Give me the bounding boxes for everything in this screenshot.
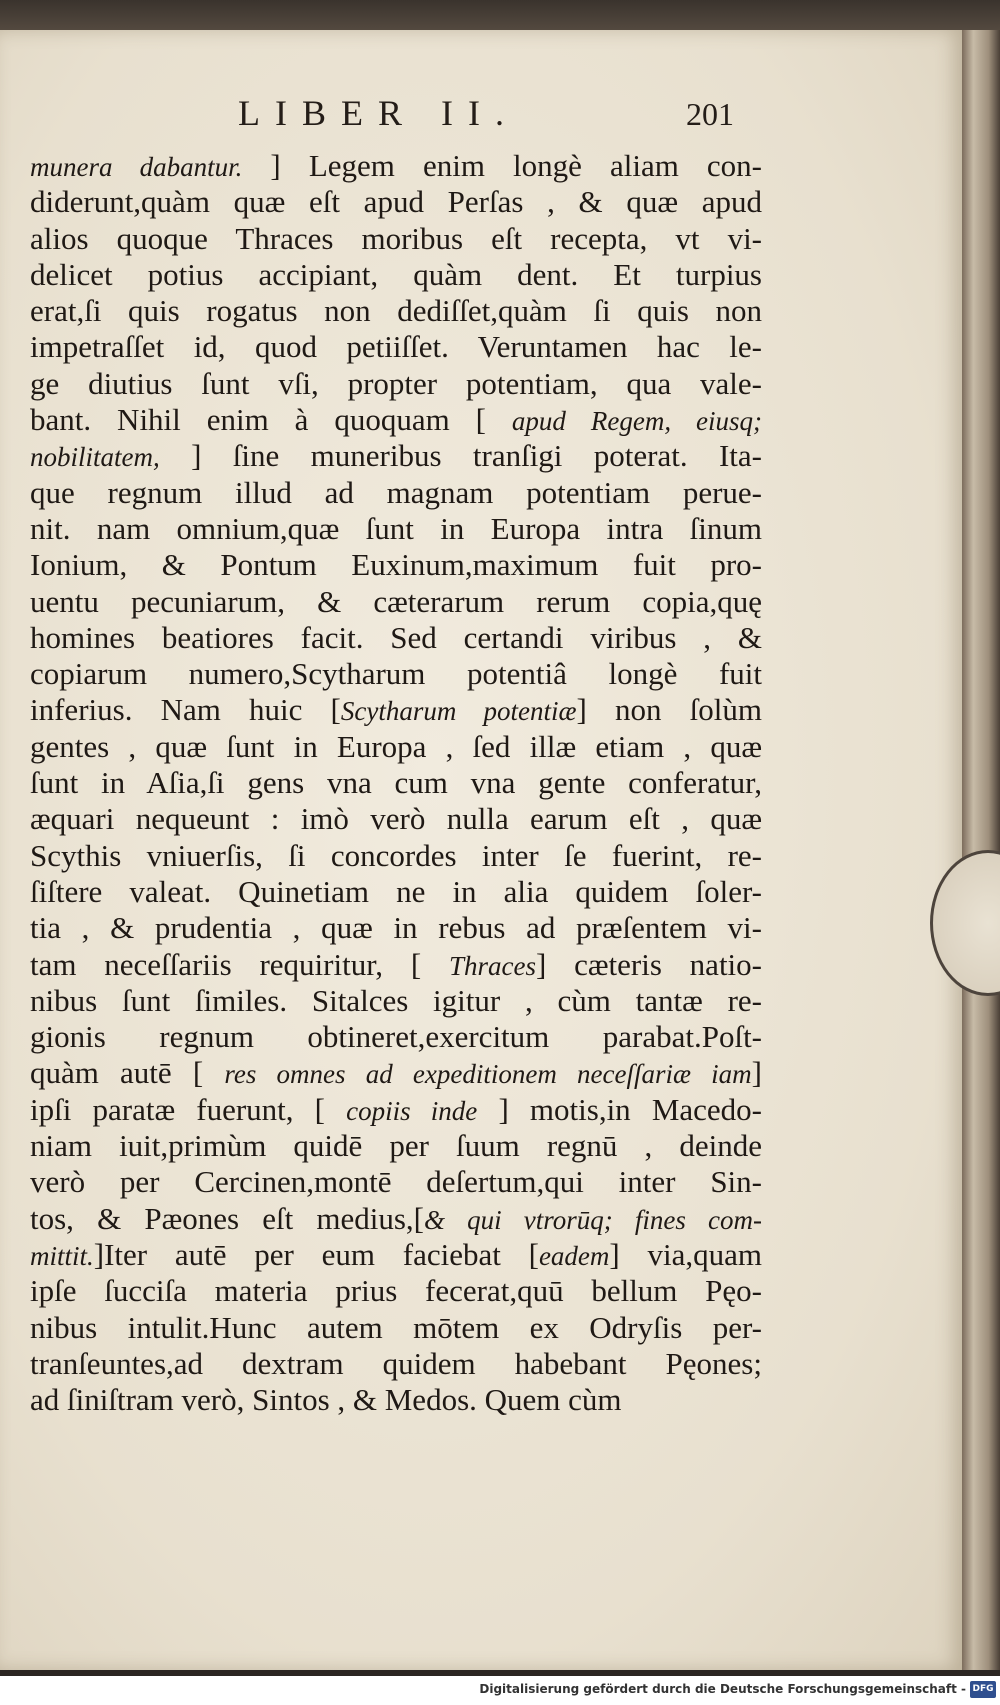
italic-gloss: Scytharum potentiæ — [340, 696, 577, 727]
italic-gloss: eadem — [538, 1240, 610, 1271]
text-line — [30, 1092, 762, 1128]
text-line — [30, 584, 762, 620]
text-line — [30, 910, 762, 946]
text-segment: tam neceſſariis requiritur, [ — [30, 946, 449, 982]
text-segment: ] via,quam — [609, 1236, 762, 1272]
italic-gloss: copiis inde — [346, 1095, 478, 1126]
text-segment: inferius. Nam huic [ — [30, 692, 341, 728]
text-segment: copiarum numero,Scytharum potentiâ longè fuit — [30, 656, 762, 692]
text-segment: nit. nam omnium,quæ ſunt in Europa intra ſinum — [30, 510, 762, 546]
text-segment: æquari nequeunt : imò verò nulla earum eſt , quæ — [30, 801, 762, 837]
text-segment: tia , & prudentia , quæ in rebus ad præſentem vi- — [30, 910, 762, 946]
text-line — [30, 1237, 762, 1273]
text-segment: Ionium, & Pontum Euxinum,maximum fuit pro- — [30, 547, 762, 583]
text-line — [30, 1164, 762, 1200]
text-line — [30, 1310, 762, 1346]
text-line — [30, 366, 762, 402]
text-line — [30, 402, 762, 438]
text-line — [30, 620, 762, 656]
text-line — [30, 1346, 762, 1382]
text-segment: uentu pecuniarum, & cæterarum rerum copia,quę — [30, 583, 762, 619]
text-line — [30, 983, 762, 1019]
page-header — [0, 92, 962, 142]
text-line — [30, 221, 762, 257]
text-segment: Scythis vniuerſis, ſi concordes inter ſe fuerint, re- — [30, 837, 762, 873]
text-segment: ] ſine muneribus tranſigi poterat. Ita- — [159, 438, 762, 474]
text-line — [30, 656, 762, 692]
text-segment: nibus ſunt ſimiles. Sitalces igitur , cùm tantæ re- — [30, 982, 762, 1018]
text-segment: tranſeuntes,ad dextram quidem habebant Pęones; — [30, 1345, 762, 1381]
page-number: 201 — [686, 96, 734, 132]
text-line — [30, 184, 762, 220]
text-line — [30, 1201, 762, 1237]
text-segment: bant. Nihil enim à quoquam [ — [30, 402, 512, 438]
body-text — [30, 148, 762, 1418]
text-line — [30, 475, 762, 511]
dfg-logo: DFG — [970, 1681, 996, 1698]
text-line — [30, 765, 762, 801]
text-line — [30, 257, 762, 293]
italic-gloss: apud Regem, eiusq; — [511, 406, 762, 437]
italic-gloss: & qui vtrorūq; fines com- — [423, 1204, 762, 1235]
text-segment: ]Iter autē per eum faciebat [ — [93, 1236, 539, 1272]
text-segment: delicet potius accipiant, quàm dent. Et turpius — [30, 256, 762, 292]
italic-gloss: res omnes ad expeditionem neceſſariæ iam — [224, 1059, 752, 1090]
text-line — [30, 1273, 762, 1309]
text-line — [30, 874, 762, 910]
text-segment: diderunt,quàm quæ eſt apud Perſas , & quæ apud — [30, 184, 762, 220]
text-segment: ] cæteris natio- — [535, 946, 762, 982]
text-line — [30, 692, 762, 728]
text-line — [30, 438, 762, 474]
text-segment: erat,ſi quis rogatus non dediſſet,quàm ſi quis non — [30, 293, 762, 329]
text-line — [30, 1019, 762, 1055]
text-line — [30, 148, 762, 184]
text-segment: ad ſiniſtram verò, Sintos , & Medos. Quem cùm — [30, 1382, 622, 1418]
text-segment: quàm autē [ — [30, 1055, 225, 1091]
text-line — [30, 838, 762, 874]
text-segment: gionis regnum obtineret,exercitum parabat.Poſt- — [30, 1019, 762, 1055]
text-segment: impetraſſet id, quod petiiſſet. Veruntamen hac le- — [30, 329, 762, 365]
text-segment: ſunt in Aſia,ſi gens vna cum vna gente conferatur, — [30, 765, 762, 801]
text-segment: ipſe ſucciſa materia prius fecerat,quū bellum Pęo- — [30, 1273, 762, 1309]
funding-credit: Digitalisierung gefördert durch die Deutsche Forschungsgemeinschaft - — [479, 1682, 966, 1696]
italic-gloss: mittit. — [30, 1240, 94, 1271]
running-head: LIBER II. — [238, 93, 519, 133]
text-segment: ge diutius ſunt vſi, propter potentiam, qua vale- — [30, 365, 762, 401]
text-segment: ] motis,in Macedo- — [477, 1091, 762, 1127]
text-segment: nibus intulit.Hunc autem mōtem ex Odryſis per- — [30, 1309, 762, 1345]
text-line — [30, 329, 762, 365]
text-segment: ſiſtere valeat. Quinetiam ne in alia quidem ſoler- — [30, 873, 762, 909]
text-line — [30, 547, 762, 583]
text-segment: ] non ſolùm — [576, 692, 762, 728]
text-segment: ] — [751, 1055, 762, 1091]
text-line — [30, 1128, 762, 1164]
text-segment: homines beatiores facit. Sed certandi viribus , & — [30, 619, 762, 655]
italic-gloss: Thraces — [448, 950, 536, 981]
italic-gloss: munera dabantur. — [30, 152, 243, 182]
footer-bar — [0, 1676, 1000, 1705]
text-segment: alios quoque Thraces moribus eſt recepta, vt vi- — [30, 220, 762, 256]
text-segment: verò per Cercinen,montē deſertum,qui inter Sin- — [30, 1164, 762, 1200]
text-segment: niam iuit,primùm quidē per ſuum regnū , deinde — [30, 1128, 762, 1164]
text-line — [30, 293, 762, 329]
text-line — [30, 801, 762, 837]
text-segment: ipſi paratæ fuerunt, [ — [30, 1091, 347, 1127]
text-line — [30, 511, 762, 547]
text-line — [30, 1382, 762, 1418]
text-segment: ] Legem enim longè aliam con- — [242, 148, 762, 183]
text-segment: tos, & Pæones eſt medius,[ — [30, 1200, 424, 1236]
text-line — [30, 1055, 762, 1091]
text-segment: gentes , quæ ſunt in Europa , ſed illæ etiam , quæ — [30, 728, 762, 764]
italic-gloss: nobilitatem, — [30, 442, 160, 473]
text-line — [30, 947, 762, 983]
text-segment: que regnum illud ad magnam potentiam perue- — [30, 474, 762, 510]
text-line — [30, 729, 762, 765]
